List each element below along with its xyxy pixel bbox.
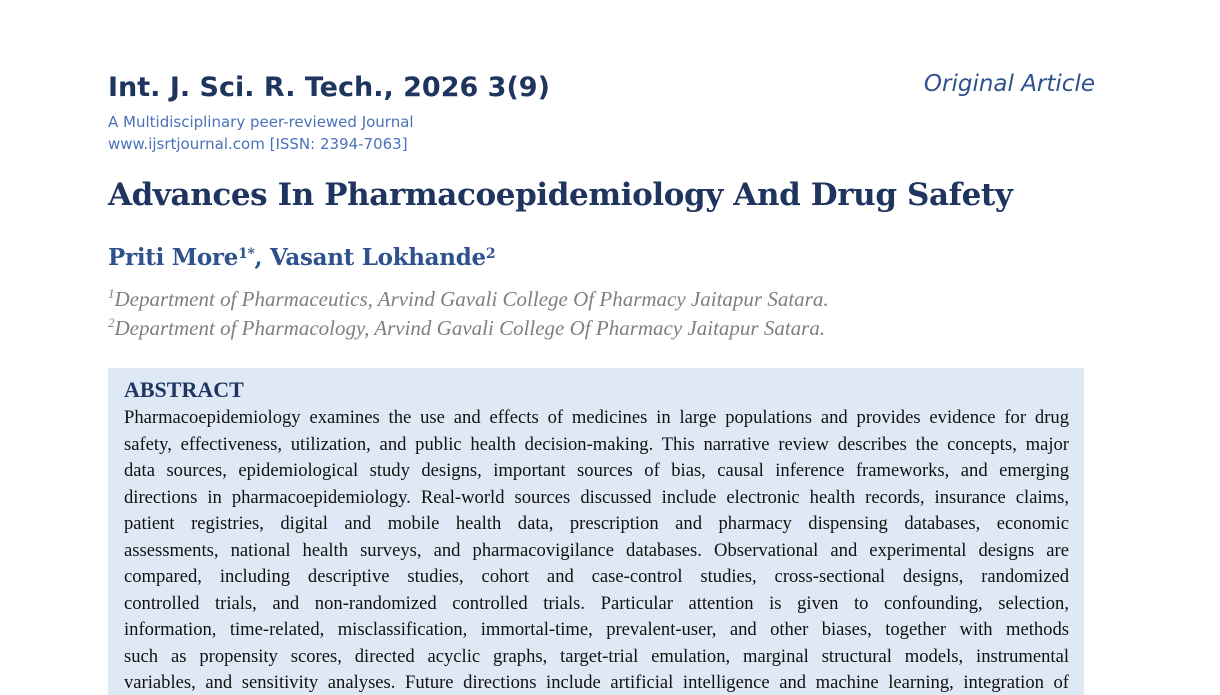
abstract-body bbox=[124, 405, 1069, 695]
abstract-box bbox=[108, 368, 1084, 695]
abstract-line: Pharmacoepidemiology examines the use and effects of medicines in large populations and provides evidence for drug bbox=[124, 407, 1069, 428]
affiliation-text: Department of Pharmacology, Arvind Gavali College Of Pharmacy Jaitapur Satara. bbox=[114, 316, 826, 340]
abstract-line: variables, and sensitivity analyses. Future directions include artificial intelligence and machine learning, integration of bbox=[124, 672, 1069, 693]
abstract-line: data sources, epidemiological study designs, important sources of bias, causal inference frameworks, and emerging bbox=[124, 460, 1069, 481]
author-affiliation-mark: 2 bbox=[485, 246, 496, 262]
abstract-line: directions in pharmacoepidemiology. Real-world sources discussed include electronic health records, insurance claims, bbox=[124, 486, 1069, 508]
abstract-line: safety, effectiveness, utilization, and public health decision-making. This narrative review describes the concepts, major bbox=[124, 433, 1069, 455]
journal-title: Int. J. Sci. R. Tech., 2026 3(9) bbox=[108, 72, 550, 103]
abstract-line: such as propensity scores, directed acyclic graphs, target-trial emulation, marginal structural models, instrumental bbox=[124, 645, 1069, 667]
abstract-line: information, time-related, misclassification, immortal-time, prevalent-user, and other biases, together with methods bbox=[124, 619, 1069, 640]
author-list bbox=[108, 244, 495, 271]
journal-tagline: A Multidisciplinary peer-reviewed Journal bbox=[108, 113, 414, 131]
affiliation-number: 2 bbox=[108, 315, 115, 330]
affiliation-1 bbox=[108, 286, 829, 312]
abstract-line: compared, including descriptive studies, cohort and case-control studies, cross-sectional designs, randomized bbox=[124, 566, 1069, 587]
paper-title: Advances In Pharmacoepidemiology And Drug Safety bbox=[108, 177, 1013, 213]
abstract-line: assessments, national health surveys, and pharmacovigilance databases. Observational and experimental designs are bbox=[124, 539, 1069, 561]
affiliation-2 bbox=[108, 315, 825, 341]
abstract-line: controlled trials, and non-randomized controlled trials. Particular attention is given to confounding, selection, bbox=[124, 592, 1069, 614]
journal-website[interactable]: www.ijsrtjournal.com [ISSN: 2394-7063] bbox=[108, 135, 408, 153]
author-separator: , bbox=[254, 244, 270, 271]
author-affiliation-mark: 1* bbox=[238, 246, 255, 262]
affiliation-number: 1 bbox=[108, 286, 115, 301]
abstract-heading: ABSTRACT bbox=[124, 377, 244, 402]
article-type-label: Original Article bbox=[923, 71, 1095, 97]
affiliation-text: Department of Pharmaceutics, Arvind Gavali College Of Pharmacy Jaitapur Satara. bbox=[114, 287, 829, 311]
author-name: Vasant Lokhande bbox=[269, 244, 486, 271]
abstract-line: patient registries, digital and mobile health data, prescription and pharmacy dispensing databases, economic bbox=[124, 513, 1069, 534]
author-name: Priti More bbox=[108, 244, 239, 271]
